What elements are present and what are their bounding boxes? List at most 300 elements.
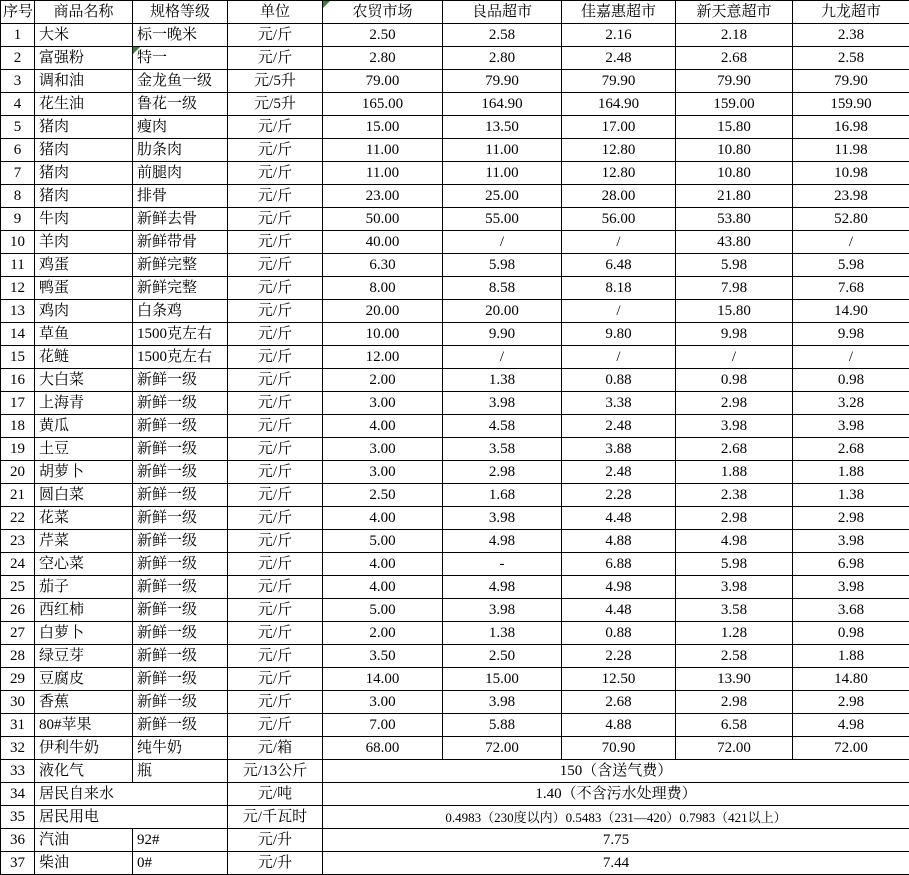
product-name-cell: 土豆 [35, 438, 133, 461]
table-row [1, 829, 909, 852]
row-number-cell: 37 [1, 852, 35, 875]
row-number-cell: 13 [1, 300, 35, 323]
price-cell: 11.00 [323, 139, 443, 162]
price-cell: 14.90 [793, 300, 909, 323]
row-number-cell: 17 [1, 392, 35, 415]
table-row [1, 47, 909, 70]
unit-cell: 元/斤 [228, 622, 323, 645]
spec-cell: 新鲜去骨 [133, 208, 228, 231]
price-cell: 6.88 [562, 553, 676, 576]
unit-cell: 元/斤 [228, 323, 323, 346]
row-number-cell: 9 [1, 208, 35, 231]
price-cell: 2.16 [562, 24, 676, 47]
price-cell: 5.98 [676, 254, 793, 277]
table-row [1, 323, 909, 346]
price-cell: 9.98 [793, 323, 909, 346]
price-cell: 4.98 [443, 530, 562, 553]
row-number-cell: 2 [1, 47, 35, 70]
price-cell: 3.68 [793, 599, 909, 622]
unit-cell: 元/斤 [228, 507, 323, 530]
price-cell: 4.00 [323, 415, 443, 438]
price-cell: 17.00 [562, 116, 676, 139]
price-cell: 2.98 [793, 691, 909, 714]
unit-cell: 元/斤 [228, 392, 323, 415]
row-number-cell: 34 [1, 783, 35, 806]
product-name-cell: 西红柿 [35, 599, 133, 622]
price-cell: 50.00 [323, 208, 443, 231]
price-cell: 3.98 [443, 507, 562, 530]
product-name-cell: 调和油 [35, 70, 133, 93]
spec-cell: 肋条肉 [133, 139, 228, 162]
unit-cell: 元/斤 [228, 24, 323, 47]
table-row [1, 208, 909, 231]
unit-cell: 元/斤 [228, 438, 323, 461]
table-row [1, 369, 909, 392]
unit-cell: 元/斤 [228, 139, 323, 162]
spec-cell: 金龙鱼一级 [133, 70, 228, 93]
row-number-cell: 11 [1, 254, 35, 277]
product-name-cell: 猪肉 [35, 162, 133, 185]
table-row [1, 576, 909, 599]
price-cell: 15.00 [323, 116, 443, 139]
table-row [1, 139, 909, 162]
row-number-cell: 36 [1, 829, 35, 852]
price-cell: 23.00 [323, 185, 443, 208]
price-cell: 79.90 [443, 70, 562, 93]
merged-price-cell: 150（含送气费） [323, 760, 909, 783]
product-name-cell: 花鲢 [35, 346, 133, 369]
unit-cell: 元/箱 [228, 737, 323, 760]
row-number-cell: 28 [1, 645, 35, 668]
price-cell: / [562, 231, 676, 254]
table-row [1, 116, 909, 139]
row-number-cell: 19 [1, 438, 35, 461]
table-row [1, 24, 909, 47]
price-cell: / [562, 300, 676, 323]
row-number-cell: 20 [1, 461, 35, 484]
row-number-cell: 30 [1, 691, 35, 714]
price-cell: 0.98 [793, 369, 909, 392]
price-cell: 2.80 [443, 47, 562, 70]
price-cell: 10.80 [676, 139, 793, 162]
price-cell: 4.00 [323, 553, 443, 576]
price-cell: 2.28 [562, 484, 676, 507]
price-cell: 15.00 [443, 668, 562, 691]
price-cell: 2.98 [443, 461, 562, 484]
unit-cell: 元/斤 [228, 530, 323, 553]
row-number-cell: 12 [1, 277, 35, 300]
price-cell: 1.88 [793, 461, 909, 484]
product-name-cell: 液化气 [35, 760, 133, 783]
price-cell: 12.80 [562, 162, 676, 185]
price-cell: 3.58 [443, 438, 562, 461]
unit-cell: 元/斤 [228, 553, 323, 576]
price-cell: 53.80 [676, 208, 793, 231]
price-cell: 2.98 [676, 691, 793, 714]
price-cell: 4.88 [562, 530, 676, 553]
price-cell: 9.90 [443, 323, 562, 346]
price-cell: 5.00 [323, 599, 443, 622]
product-name-cell: 绿豆芽 [35, 645, 133, 668]
product-name-cell: 鸭蛋 [35, 277, 133, 300]
spec-cell: 新鲜一级 [133, 691, 228, 714]
price-cell: 159.90 [793, 93, 909, 116]
unit-cell: 元/5升 [228, 93, 323, 116]
price-cell: 3.98 [793, 576, 909, 599]
spec-cell: 排骨 [133, 185, 228, 208]
merged-price-cell: 7.44 [323, 852, 909, 875]
price-cell: 20.00 [323, 300, 443, 323]
price-cell: 3.88 [562, 438, 676, 461]
table-row [1, 70, 909, 93]
unit-cell: 元/斤 [228, 599, 323, 622]
price-cell: 2.58 [676, 645, 793, 668]
price-cell: 2.98 [676, 392, 793, 415]
product-name-cell: 白萝卜 [35, 622, 133, 645]
price-cell: 3.38 [562, 392, 676, 415]
price-cell: 9.80 [562, 323, 676, 346]
price-cell: 3.00 [323, 461, 443, 484]
price-cell: 3.00 [323, 438, 443, 461]
price-cell: 68.00 [323, 737, 443, 760]
price-cell: 40.00 [323, 231, 443, 254]
table-body [1, 24, 909, 875]
price-cell: 0.88 [562, 622, 676, 645]
price-cell: 4.00 [323, 507, 443, 530]
unit-cell: 元/斤 [228, 116, 323, 139]
row-number-cell: 32 [1, 737, 35, 760]
price-cell: 3.00 [323, 392, 443, 415]
price-cell: 4.98 [676, 530, 793, 553]
price-cell: / [443, 346, 562, 369]
col-header-unit: 单位 [228, 1, 323, 24]
table-row [1, 714, 909, 737]
price-cell: 6.58 [676, 714, 793, 737]
table-row [1, 277, 909, 300]
row-number-cell: 35 [1, 806, 35, 829]
price-cell: 11.00 [443, 139, 562, 162]
spec-cell: 新鲜一级 [133, 369, 228, 392]
price-cell: 4.48 [562, 599, 676, 622]
unit-cell: 元/斤 [228, 484, 323, 507]
product-name-cell: 豆腐皮 [35, 668, 133, 691]
spec-cell: 新鲜完整 [133, 254, 228, 277]
price-cell: 2.50 [443, 645, 562, 668]
col-header-xintianyi-supermarket: 新天意超市 [676, 1, 793, 24]
price-cell: 16.98 [793, 116, 909, 139]
product-name-cell: 芹菜 [35, 530, 133, 553]
unit-cell: 元/斤 [228, 369, 323, 392]
price-cell: 3.28 [793, 392, 909, 415]
col-header-liangpin-supermarket: 良品超市 [443, 1, 562, 24]
spec-cell: 鲁花一级 [133, 93, 228, 116]
table-row [1, 668, 909, 691]
product-name-cell: 伊利牛奶 [35, 737, 133, 760]
price-cell: 72.00 [793, 737, 909, 760]
spec-cell: 0# [133, 852, 228, 875]
price-cell: 7.00 [323, 714, 443, 737]
table-row [1, 852, 909, 875]
price-cell: 10.80 [676, 162, 793, 185]
price-cell: - [443, 553, 562, 576]
unit-cell: 元/斤 [228, 645, 323, 668]
product-name-cell: 花菜 [35, 507, 133, 530]
price-cell: 1.38 [793, 484, 909, 507]
product-name-cell: 鸡蛋 [35, 254, 133, 277]
table-row [1, 438, 909, 461]
price-cell: 3.98 [676, 576, 793, 599]
price-cell: 10.00 [323, 323, 443, 346]
row-number-cell: 8 [1, 185, 35, 208]
product-name-cell: 黄瓜 [35, 415, 133, 438]
unit-cell: 元/升 [228, 852, 323, 875]
price-cell: 13.50 [443, 116, 562, 139]
price-cell: 3.98 [443, 392, 562, 415]
unit-cell: 元/升 [228, 829, 323, 852]
merged-price-cell: 1.40（不含污水处理费） [323, 783, 909, 806]
spec-cell: 白条鸡 [133, 300, 228, 323]
row-number-cell: 4 [1, 93, 35, 116]
price-cell: 7.98 [676, 277, 793, 300]
table-row [1, 346, 909, 369]
price-cell: 4.00 [323, 576, 443, 599]
product-name-cell: 大白菜 [35, 369, 133, 392]
price-cell: 13.90 [676, 668, 793, 691]
table-row [1, 622, 909, 645]
price-cell: 165.00 [323, 93, 443, 116]
row-number-cell: 10 [1, 231, 35, 254]
price-cell: 2.28 [562, 645, 676, 668]
product-name-cell: 胡萝卜 [35, 461, 133, 484]
product-name-cell: 猪肉 [35, 139, 133, 162]
price-cell: 3.98 [676, 415, 793, 438]
price-cell: 2.00 [323, 622, 443, 645]
table-row [1, 691, 909, 714]
table-row [1, 185, 909, 208]
price-cell: 2.98 [793, 507, 909, 530]
merged-price-cell: 7.75 [323, 829, 909, 852]
price-cell: 164.90 [562, 93, 676, 116]
price-cell: 10.98 [793, 162, 909, 185]
spec-cell: 瓶 [133, 760, 228, 783]
price-cell: 2.48 [562, 461, 676, 484]
row-number-cell: 21 [1, 484, 35, 507]
table-row [1, 254, 909, 277]
merged-price-cell: 0.4983（230度以内）0.5483（231—420）0.7983（421以上） [323, 806, 909, 829]
unit-cell: 元/斤 [228, 277, 323, 300]
price-cell: 2.50 [323, 484, 443, 507]
product-name-cell: 80#苹果 [35, 714, 133, 737]
unit-cell: 元/斤 [228, 208, 323, 231]
product-name-cell: 羊肉 [35, 231, 133, 254]
col-header-label: 农贸市场 [352, 3, 413, 20]
price-cell: 8.00 [323, 277, 443, 300]
price-cell: 5.98 [443, 254, 562, 277]
spec-cell: 新鲜一级 [133, 415, 228, 438]
row-number-cell: 7 [1, 162, 35, 185]
unit-cell: 元/斤 [228, 346, 323, 369]
price-cell: 2.58 [443, 24, 562, 47]
table-row [1, 553, 909, 576]
price-cell: 159.00 [676, 93, 793, 116]
price-cell: 21.80 [676, 185, 793, 208]
table-row [1, 599, 909, 622]
price-cell: 15.80 [676, 300, 793, 323]
product-name-cell: 圆白菜 [35, 484, 133, 507]
price-cell: / [793, 231, 909, 254]
row-number-cell: 23 [1, 530, 35, 553]
row-number-cell: 22 [1, 507, 35, 530]
table-row [1, 93, 909, 116]
spec-cell: 纯牛奶 [133, 737, 228, 760]
price-cell: 79.90 [676, 70, 793, 93]
price-cell: 79.00 [323, 70, 443, 93]
price-cell: 28.00 [562, 185, 676, 208]
table-row [1, 507, 909, 530]
product-name-cell: 上海青 [35, 392, 133, 415]
price-cell: 8.58 [443, 277, 562, 300]
spec-cell: 新鲜完整 [133, 277, 228, 300]
col-header-index: 序号 [1, 1, 35, 24]
table-row [1, 806, 909, 829]
row-number-cell: 14 [1, 323, 35, 346]
product-name-cell: 居民自来水 [35, 783, 228, 806]
price-cell: 2.68 [676, 47, 793, 70]
price-cell: 2.58 [793, 47, 909, 70]
price-cell: 6.48 [562, 254, 676, 277]
spec-cell: 新鲜带骨 [133, 231, 228, 254]
price-cell: 4.98 [443, 576, 562, 599]
row-number-cell: 5 [1, 116, 35, 139]
row-number-cell: 3 [1, 70, 35, 93]
product-name-cell: 猪肉 [35, 116, 133, 139]
table-row [1, 737, 909, 760]
table-row [1, 415, 909, 438]
spec-cell: 新鲜一级 [133, 530, 228, 553]
table-row [1, 231, 909, 254]
spec-cell: 新鲜一级 [133, 668, 228, 691]
price-cell: 0.98 [793, 622, 909, 645]
table-row [1, 530, 909, 553]
table-row [1, 392, 909, 415]
unit-cell: 元/斤 [228, 714, 323, 737]
price-cell: 4.98 [793, 714, 909, 737]
price-cell: 2.38 [676, 484, 793, 507]
unit-cell: 元/斤 [228, 162, 323, 185]
row-number-cell: 33 [1, 760, 35, 783]
price-cell: 2.38 [793, 24, 909, 47]
spec-cell: 新鲜一级 [133, 645, 228, 668]
table-row [1, 760, 909, 783]
product-name-cell: 汽油 [35, 829, 133, 852]
unit-cell: 元/千瓦时 [228, 806, 323, 829]
table-row [1, 484, 909, 507]
row-number-cell: 25 [1, 576, 35, 599]
price-cell: 12.50 [562, 668, 676, 691]
product-name-cell: 柴油 [35, 852, 133, 875]
row-number-cell: 27 [1, 622, 35, 645]
price-cell: 23.98 [793, 185, 909, 208]
price-cell: 1.38 [443, 369, 562, 392]
price-cell: 2.18 [676, 24, 793, 47]
price-cell: 2.68 [676, 438, 793, 461]
price-cell: 2.98 [676, 507, 793, 530]
price-cell: 43.80 [676, 231, 793, 254]
unit-cell: 元/斤 [228, 231, 323, 254]
spec-cell: 新鲜一级 [133, 438, 228, 461]
price-cell: 6.30 [323, 254, 443, 277]
price-cell: 5.88 [443, 714, 562, 737]
price-cell: 1.38 [443, 622, 562, 645]
price-cell: 2.68 [793, 438, 909, 461]
price-cell: 14.00 [323, 668, 443, 691]
product-name-cell: 香蕉 [35, 691, 133, 714]
col-header-jiulong-supermarket: 九龙超市 [793, 1, 909, 24]
price-cell: 25.00 [443, 185, 562, 208]
spec-cell: 92# [133, 829, 228, 852]
price-cell: 11.00 [443, 162, 562, 185]
col-header-spec-grade: 规格等级 [133, 1, 228, 24]
price-cell: 1.88 [676, 461, 793, 484]
unit-cell: 元/5升 [228, 70, 323, 93]
row-number-cell: 6 [1, 139, 35, 162]
row-number-cell: 29 [1, 668, 35, 691]
unit-cell: 元/吨 [228, 783, 323, 806]
product-name-cell: 鸡肉 [35, 300, 133, 323]
spec-cell: 瘦肉 [133, 116, 228, 139]
product-name-cell: 大米 [35, 24, 133, 47]
price-cell: 2.50 [323, 24, 443, 47]
price-cell: 5.98 [793, 254, 909, 277]
spec-cell: 前腿肉 [133, 162, 228, 185]
price-cell: 5.98 [676, 553, 793, 576]
unit-cell: 元/斤 [228, 47, 323, 70]
table-row [1, 783, 909, 806]
price-cell: 3.98 [443, 691, 562, 714]
product-name-cell: 居民用电 [35, 806, 228, 829]
price-cell: 9.98 [676, 323, 793, 346]
spec-cell: 1500克左右 [133, 323, 228, 346]
price-cell: 72.00 [676, 737, 793, 760]
price-cell: 12.80 [562, 139, 676, 162]
spec-cell: 特一 [133, 47, 228, 70]
unit-cell: 元/斤 [228, 668, 323, 691]
price-cell: 5.00 [323, 530, 443, 553]
error-indicator-icon [323, 1, 330, 8]
col-header-product-name: 商品名称 [35, 1, 133, 24]
price-cell: 8.18 [562, 277, 676, 300]
price-cell: 2.00 [323, 369, 443, 392]
price-cell: 2.48 [562, 47, 676, 70]
price-cell: 4.88 [562, 714, 676, 737]
price-cell: 0.98 [676, 369, 793, 392]
spec-cell: 新鲜一级 [133, 576, 228, 599]
unit-cell: 元/斤 [228, 415, 323, 438]
row-number-cell: 1 [1, 24, 35, 47]
price-cell: 1.88 [793, 645, 909, 668]
spec-cell: 新鲜一级 [133, 392, 228, 415]
price-cell: 3.00 [323, 691, 443, 714]
price-cell: 52.80 [793, 208, 909, 231]
product-name-cell: 花生油 [35, 93, 133, 116]
price-cell: 11.00 [323, 162, 443, 185]
table-row [1, 645, 909, 668]
price-cell: 4.58 [443, 415, 562, 438]
col-header-jiajiahui-supermarket: 佳嘉惠超市 [562, 1, 676, 24]
price-cell: 70.90 [562, 737, 676, 760]
price-cell: 79.90 [562, 70, 676, 93]
spec-cell: 新鲜一级 [133, 714, 228, 737]
